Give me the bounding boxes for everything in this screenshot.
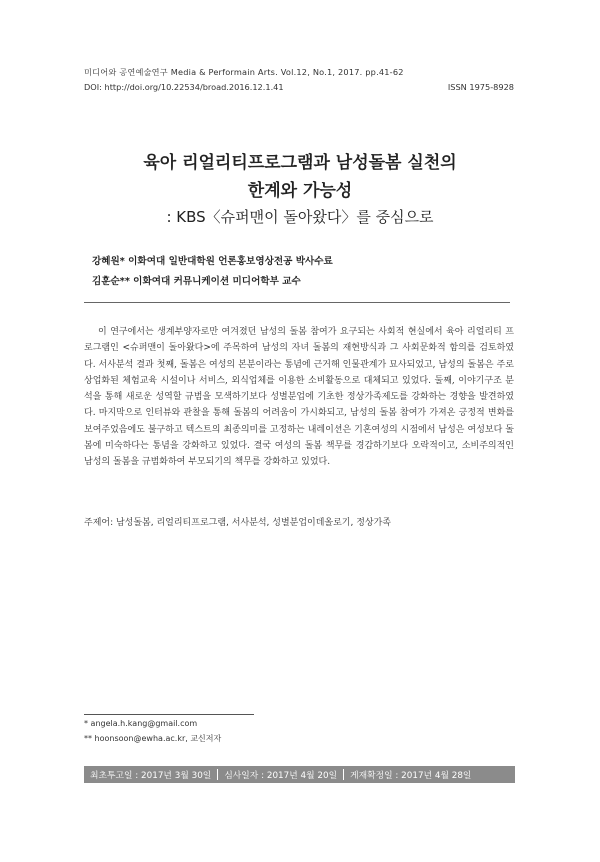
paper-title-line-1: 육아 리얼리티프로그램과 남성돌봄 실천의 — [143, 153, 457, 173]
issn: ISSN 1975-8928 — [447, 82, 514, 92]
divider — [84, 302, 510, 303]
keywords: 주제어: 남성돌봄, 리얼리티프로그램, 서사분석, 성별분업이데올로기, 정상가족 — [84, 518, 391, 528]
abstract: 이 연구에서는 생계부양자로만 여겨졌던 남성의 돌봄 참여가 요구되는 사회적 현실에서 육아 리얼리티 프로그램인 <슈퍼맨이 돌아왔다>에 주목하여 남성의 자녀 돌봄의 재현방식과 그 사회문화적 함의를 검토하였다. 서사분석 결과 첫째, 돌봄은 여성의 본분이라는 통념에 근거해 인물관계가 묘사되었고, 남성의 돌봄은 주로 상업화된 체험교육 시설이나 서비스, 외식업체를 이용한 소비활동으로 대체되고 있었다. 둘째, 이야기구조 분석을 통해 새로운 성역할 규범을 모색하기보다 성별분업에 기초한 정상가족제도를 강화하는 경향을 발견하였다. 마지막으로 인터뷰와 관찰을 통해 돌봄의 어려움이 가시화되고, 남성의 돌봄 참여가 가져온 긍정적 변화를 보여주었음에도 불구하고 텍스트의 최종의미를 고정하는 내레이션은 기혼여성의 시점에서 남성은 여성보다 돌봄에 미숙하다는 통념을 강화하고 있었다. 결국 여성의 돌봄 책무를 경감하기보다 오락적이고, 소비주의적인 남성의 돌봄을 규범화하여 부모되기의 책무를 강화하고 있었다. — [84, 327, 514, 468]
received-date: 최초투고일 : 2017년 3월 30일 — [90, 771, 212, 781]
author-2: 김훈순** 이화여대 커뮤니케이션 미디어학부 교수 — [92, 276, 301, 287]
date-separator — [343, 769, 344, 780]
reviewed-date: 심사일자 : 2017년 4월 20일 — [224, 771, 338, 781]
author-1: 강혜원* 이화여대 일반대학원 언론홍보영상전공 박사수료 — [92, 256, 333, 267]
journal-info: 미디어와 공연예술연구 Media & Performain Arts. Vol.12, No.1, 2017. pp.41-62 — [84, 67, 404, 77]
doi-row — [84, 82, 514, 92]
paper-title-line-2: 한계와 가능성 — [247, 181, 353, 201]
footnote-author-1: * angela.h.kang@gmail.com — [84, 719, 198, 728]
accepted-date: 게재확정일 : 2017년 4월 28일 — [350, 771, 472, 781]
submission-dates-bar — [84, 766, 515, 783]
footnote-divider — [84, 714, 254, 715]
footnote-author-2: ** hoonsoon@ewha.ac.kr, 교신저자 — [84, 734, 222, 743]
doi-link[interactable]: DOI: http://doi.org/10.22534/broad.2016.12.1.41 — [84, 82, 284, 92]
date-separator — [217, 769, 218, 780]
paper-subtitle: : KBS〈슈퍼맨이 돌아왔다〉를 중심으로 — [166, 208, 434, 226]
